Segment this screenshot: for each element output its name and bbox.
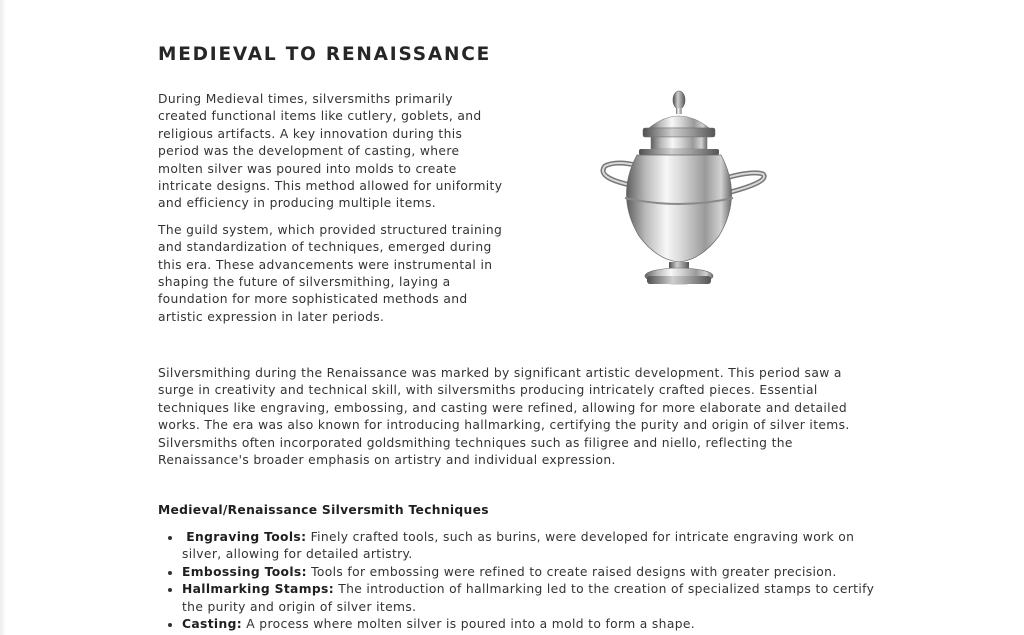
technique-text: A process where molten silver is poured into a mold to form a shape.: [242, 617, 696, 632]
techniques-title: Medieval/Renaissance Silversmith Techniques: [158, 503, 489, 517]
technique-term: Casting:: [182, 617, 243, 632]
list-item: [182, 581, 880, 616]
silver-urn-image: [595, 86, 775, 296]
intro-paragraph-2: The guild system, which provided structured training and standardization of techniques, emerged during this era. These advancements were instrumental in shaping the future of silversmithing, laying a foundation for more sophisticated methods and artistic expression in later periods.: [158, 222, 503, 324]
techniques-list: [158, 529, 880, 633]
technique-text: Tools for embossing were refined to create raised designs with greater precision.: [306, 564, 837, 579]
technique-term: Hallmarking Stamps:: [182, 582, 334, 597]
intro-text: [158, 91, 503, 326]
renaissance-paragraph: Silversmithing during the Renaissance was marked by significant artistic development. This period saw a surge in creativity and technical skill, with silversmiths producing intricately crafted pieces. Essential techniques like engraving, embossing, and casting were refined, allowing for more elaborate and detailed works. The era was also known for introducing hallmarking, certifying the purity and origin of silver items. Silversmiths often incorporated goldsmithing techniques such as filigree and niello, reflecting the Renaissance's broader emphasis on artistry and individual expression.: [158, 366, 850, 468]
technique-term: Engraving Tools:: [186, 530, 307, 544]
list-item: [182, 529, 880, 564]
technique-text: The introduction of hallmarking led to the creation of specialized stamps to certify the purity and origin of silver items.: [182, 582, 875, 614]
renaissance-section: [158, 365, 856, 469]
technique-term: Embossing Tools:: [182, 564, 307, 579]
list-item: [182, 616, 880, 633]
technique-text: Finely crafted tools, such as burins, were developed for intricate engraving work on silver, allowing for detailed artistry.: [182, 530, 855, 562]
page-title: MEDIEVAL TO RENAISSANCE: [158, 44, 492, 65]
page-edge: [0, 0, 6, 635]
intro-paragraph-1: During Medieval times, silversmiths primarily created functional items like cutlery, goblets, and religious artifacts. A key innovation during this period was the development of casting, where molten silver was poured into molds to create intricate designs. This method allowed for uniformity and efficiency in producing multiple items.: [158, 92, 503, 211]
list-item: [182, 564, 880, 581]
